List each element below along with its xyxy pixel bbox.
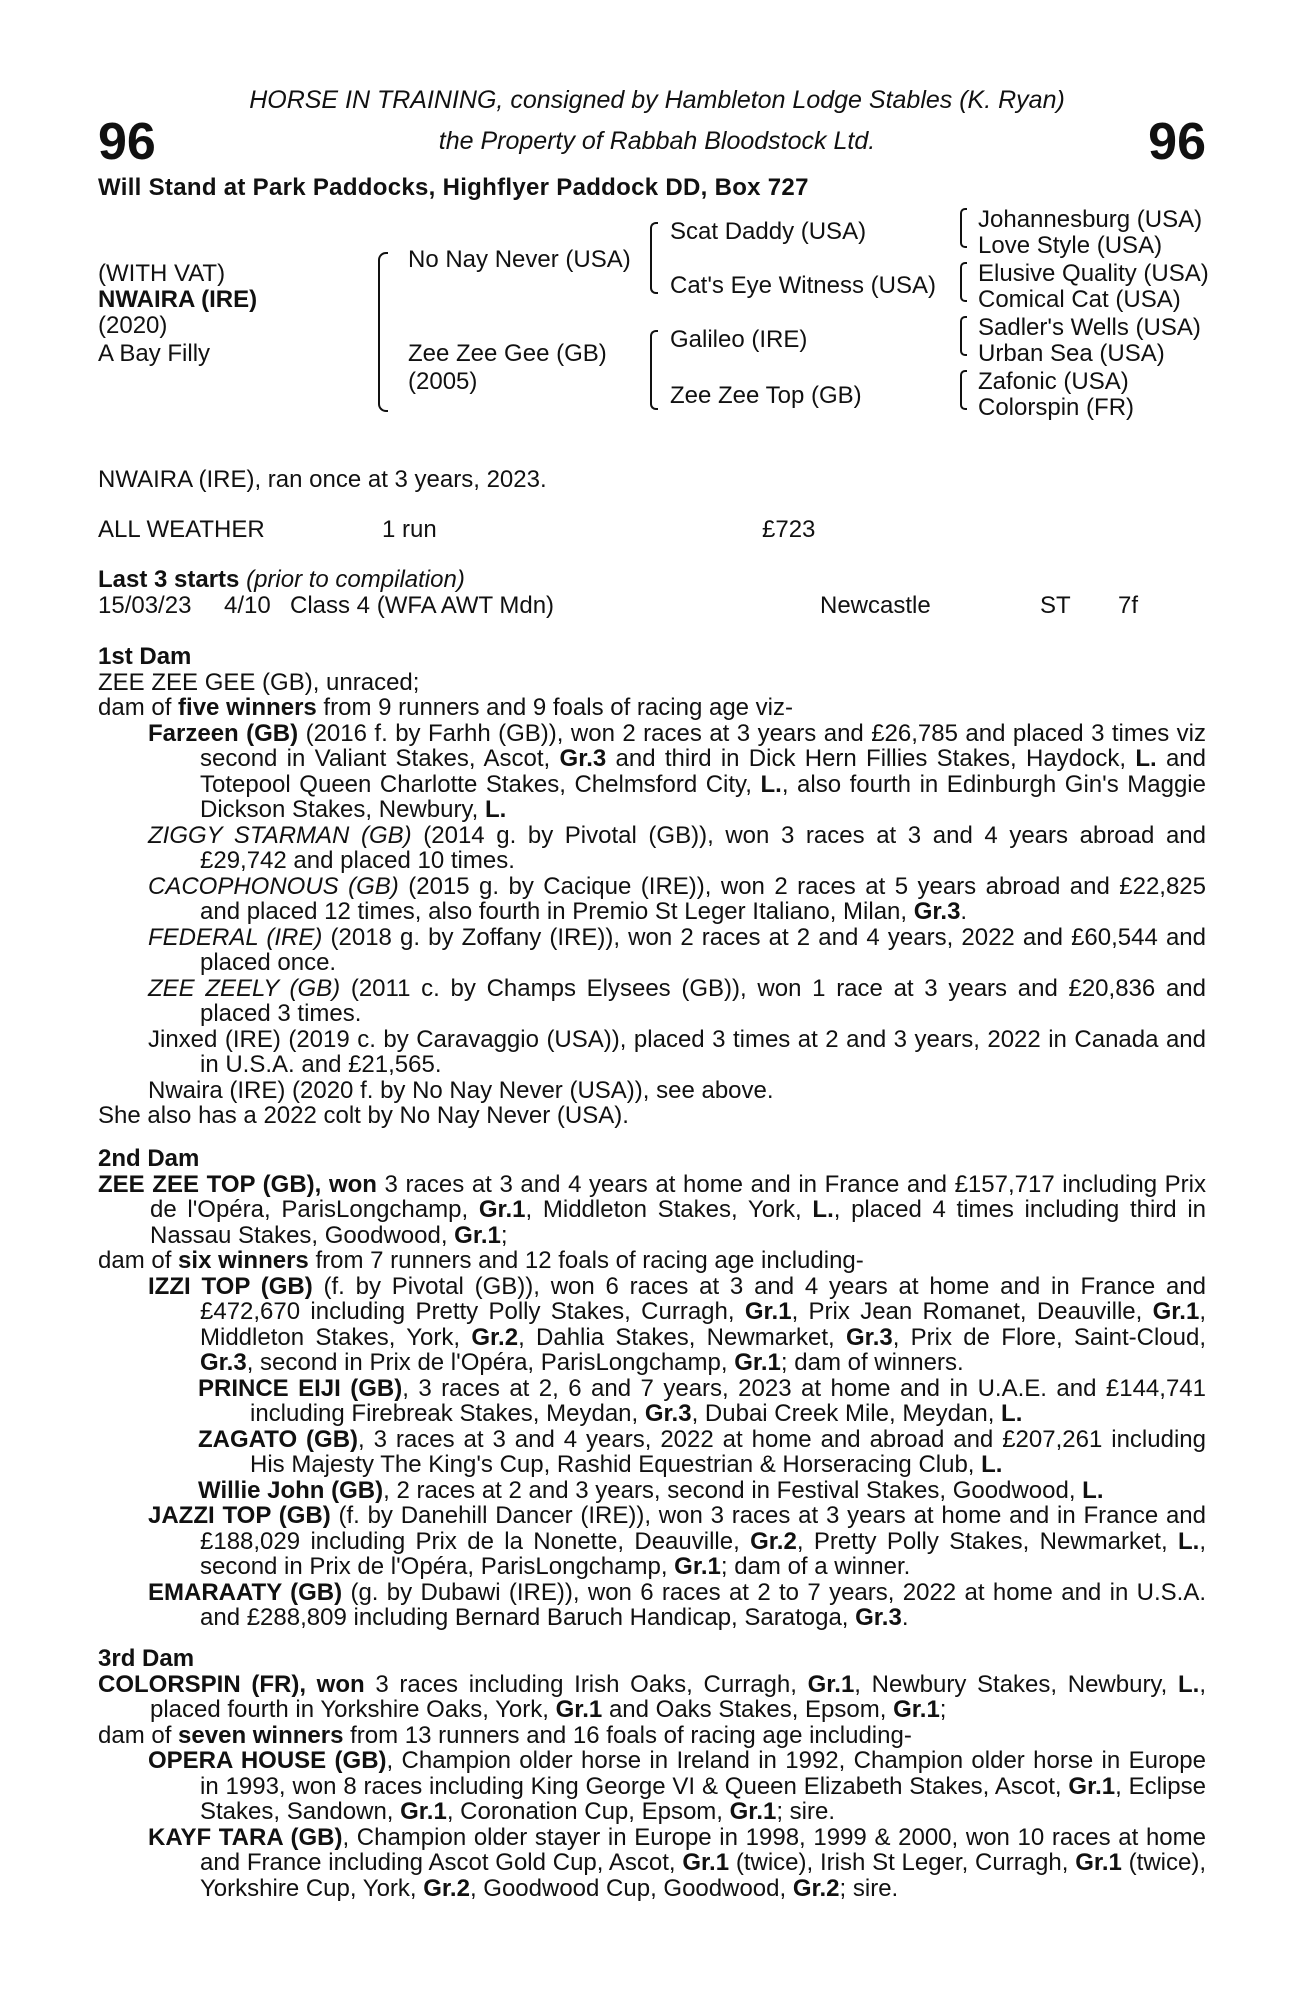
owner-line: the Property of Rabbah Bloodstock Ltd. xyxy=(438,127,876,155)
race-summary: NWAIRA (IRE), ran once at 3 years, 2023. xyxy=(98,466,547,493)
second-dam-heading: 2nd Dam xyxy=(98,1145,200,1172)
gg-5: Sadler's Wells (USA) xyxy=(978,314,1201,341)
gg-3: Elusive Quality (USA) xyxy=(978,260,1209,287)
produce-prince-eiji: PRINCE EIJI (GB), 3 races at 2, 6 and 7 years, 2023 at home and in U.A.E. and £144,741 including Firebreak Stakes, Meydan, Gr.3, Dubai Creek Mile, Meydan, L. xyxy=(198,1374,1206,1427)
brace-sire xyxy=(650,222,658,294)
horse-year: (2020) xyxy=(98,312,168,339)
gg-7: Zafonic (USA) xyxy=(978,368,1129,395)
start-distance: 7f xyxy=(1118,592,1139,619)
start-date: 15/03/23 xyxy=(98,592,192,619)
produce-ziggy-starman: ZIGGY STARMAN (GB) (2014 g. by Pivotal (GB)), won 3 races at 3 and 4 years abroad and £29,742 and placed 10 times. xyxy=(148,821,1206,874)
start-course: Newcastle xyxy=(820,592,931,619)
brace-g4 xyxy=(960,370,967,410)
second-dam-produce-line: dam of six winners from 7 runners and 12 foals of racing age including- xyxy=(98,1247,864,1274)
gg-1: Johannesburg (USA) xyxy=(978,206,1203,233)
dam-dam: Zee Zee Top (GB) xyxy=(670,382,862,409)
third-dam-intro: COLORSPIN (FR), won 3 races including Irish Oaks, Curragh, Gr.1, Newbury Stakes, Newbury, L., placed fourth in Yorkshire Oaks, York, Gr.1 and Oaks Stakes, Epsom, Gr.1; xyxy=(98,1670,1206,1723)
start-race: Class 4 (WFA AWT Mdn) xyxy=(290,592,555,619)
sire-sire: Scat Daddy (USA) xyxy=(670,218,867,245)
produce-farzeen: Farzeen (GB) (2016 f. by Farhh (GB)), won 2 races at 3 years and £26,785 and placed 3 times viz second in Valiant Stakes, Ascot, Gr.3 and third in Dick Hern Fillies Stakes, Haydock, L. and Totepool Queen Charlotte Stakes, Chelmsford City, L., also fourth in Edinburgh Gin's Maggie Dickson Stakes, Newbury, L. xyxy=(148,719,1207,823)
dam-name: Zee Zee Gee (GB) xyxy=(408,340,607,367)
horse-name: NWAIRA (IRE) xyxy=(98,286,258,313)
first-dam-produce-line: dam of five winners from 9 runners and 9 foals of racing age viz- xyxy=(98,694,794,721)
brace-g1 xyxy=(960,208,967,248)
second-dam-intro: ZEE ZEE TOP (GB), won 3 races at 3 and 4 years at home and in France and £157,717 including Prix de l'Opéra, ParisLongchamp, Gr.1, Middleton Stakes, York, L., placed 4 times including third in Nassau Stakes, Goodwood, Gr.1; xyxy=(98,1170,1207,1249)
lot-number-right: 96 xyxy=(1148,113,1206,171)
last-starts-note: (prior to compilation) xyxy=(246,566,465,593)
produce-jinxed: Jinxed (IRE) (2019 c. by Caravaggio (USA)), placed 3 times at 2 and 3 years, 2022 in Canada and in U.S.A. and £21,565. xyxy=(148,1025,1206,1078)
produce-nwaira: Nwaira (IRE) (2020 f. by No Nay Never (USA)), see above. xyxy=(148,1076,774,1104)
produce-zee-zeely: ZEE ZEELY (GB) (2011 c. by Champs Elysees (GB)), won 1 race at 3 years and £20,836 and placed 3 times. xyxy=(148,974,1206,1027)
last-starts-title: Last 3 starts xyxy=(98,566,240,593)
record-surface: ALL WEATHER xyxy=(98,516,265,543)
produce-jazzi-top: JAZZI TOP (GB) (f. by Danehill Dancer (IRE)), won 3 races at 3 years at home and in France and £188,029 including Prix de la Nonette, Deauville, Gr.2, Pretty Polly Stakes, Newmarket, L., second in Prix de l'Opéra, ParisLongchamp, Gr.1; dam of a winner. xyxy=(148,1502,1206,1580)
dam-year: (2005) xyxy=(408,368,478,395)
first-dam-intro: ZEE ZEE GEE (GB), unraced; xyxy=(98,668,420,696)
consignor-line: HORSE IN TRAINING, consigned by Hambleton Lodge Stables (K. Ryan) xyxy=(249,86,1065,114)
vat-label: (WITH VAT) xyxy=(98,260,226,287)
gg-8: Colorspin (FR) xyxy=(978,394,1135,421)
second-dam-section xyxy=(98,1146,1206,1631)
record-runs: 1 run xyxy=(382,516,437,543)
produce-opera-house: OPERA HOUSE (GB), Champion older horse in Ireland in 1992, Champion older horse in Europe in 1993, won 8 races including King George VI & Queen Elizabeth Stakes, Ascot, Gr.1, Eclipse Stakes, Sandown, Gr.1, Coronation Cup, Epsom, Gr.1; sire. xyxy=(148,1747,1206,1825)
third-dam-section xyxy=(98,1646,1206,1901)
produce-willie-john: Willie John (GB), 2 races at 2 and 3 years, second in Festival Stakes, Goodwood, L. xyxy=(198,1476,1104,1504)
produce-zagato: ZAGATO (GB), 3 races at 3 and 4 years, 2022 at home and abroad and £207,261 including His Majesty The King's Cup, Rashid Equestrian & Horseracing Club, L. xyxy=(198,1425,1206,1478)
brace-main xyxy=(378,252,388,412)
dam-sire: Galileo (IRE) xyxy=(670,326,808,353)
first-dam-section xyxy=(98,644,1206,1129)
sire-name: No Nay Never (USA) xyxy=(408,246,631,273)
start-position: 4/10 xyxy=(224,592,271,619)
record-prize: £723 xyxy=(762,516,816,543)
third-dam-produce-line: dam of seven winners from 13 runners and 16 foals of racing age including- xyxy=(98,1721,912,1749)
sire-dam: Cat's Eye Witness (USA) xyxy=(670,272,936,299)
produce-emaraaty: EMARAATY (GB) (g. by Dubawi (IRE)), won 6 races at 2 to 7 years, 2022 at home and in U.S.A. and £288,809 including Bernard Baruch Handicap, Saratoga, Gr.3. xyxy=(148,1578,1206,1631)
first-dam-heading: 1st Dam xyxy=(98,643,192,670)
horse-description: A Bay Filly xyxy=(98,340,211,367)
last-starts-heading xyxy=(98,566,465,594)
produce-kayf-tara: KAYF TARA (GB), Champion older stayer in Europe in 1998, 1999 & 2000, won 10 races at home and France including Ascot Gold Cup, Ascot, Gr.1 (twice), Irish St Leger, Curragh, Gr.1 (twice), Yorkshire Cup, York, Gr.2, Goodwood Cup, Goodwood, Gr.2; sire. xyxy=(148,1823,1206,1902)
produce-cacophonous: CACOPHONOUS (GB) (2015 g. by Cacique (IRE)), won 2 races at 5 years abroad and £22,825 and placed 12 times, also fourth in Premio St Leger Italiano, Milan, Gr.3. xyxy=(148,872,1207,925)
produce-colt-note: She also has a 2022 colt by No Nay Never (USA). xyxy=(98,1102,629,1129)
start-going: ST xyxy=(1040,592,1071,619)
gg-2: Love Style (USA) xyxy=(978,232,1163,259)
brace-g3 xyxy=(960,316,967,356)
lot-number-left: 96 xyxy=(98,113,156,171)
brace-dam xyxy=(650,330,658,410)
gg-6: Urban Sea (USA) xyxy=(978,340,1165,367)
brace-g2 xyxy=(960,262,967,302)
produce-federal: FEDERAL (IRE) (2018 g. by Zoffany (IRE)), won 2 races at 2 and 4 years, 2022 and £60,544 and placed once. xyxy=(148,923,1207,976)
gg-4: Comical Cat (USA) xyxy=(978,286,1181,313)
stand-location: Will Stand at Park Paddocks, Highflyer Paddock DD, Box 727 xyxy=(98,174,809,201)
third-dam-heading: 3rd Dam xyxy=(98,1645,195,1672)
produce-izzi-top: IZZI TOP (GB) (f. by Pivotal (GB)), won 6 races at 3 and 4 years at home and in France and £472,670 including Pretty Polly Stakes, Curragh, Gr.1, Prix Jean Romanet, Deauville, Gr.1, Middleton Stakes, York, Gr.2, Dahlia Stakes, Newmarket, Gr.3, Prix de Flore, Saint-Cloud, Gr.3, second in Prix de l'Opéra, ParisLongchamp, Gr.1; dam of winners. xyxy=(148,1272,1206,1376)
